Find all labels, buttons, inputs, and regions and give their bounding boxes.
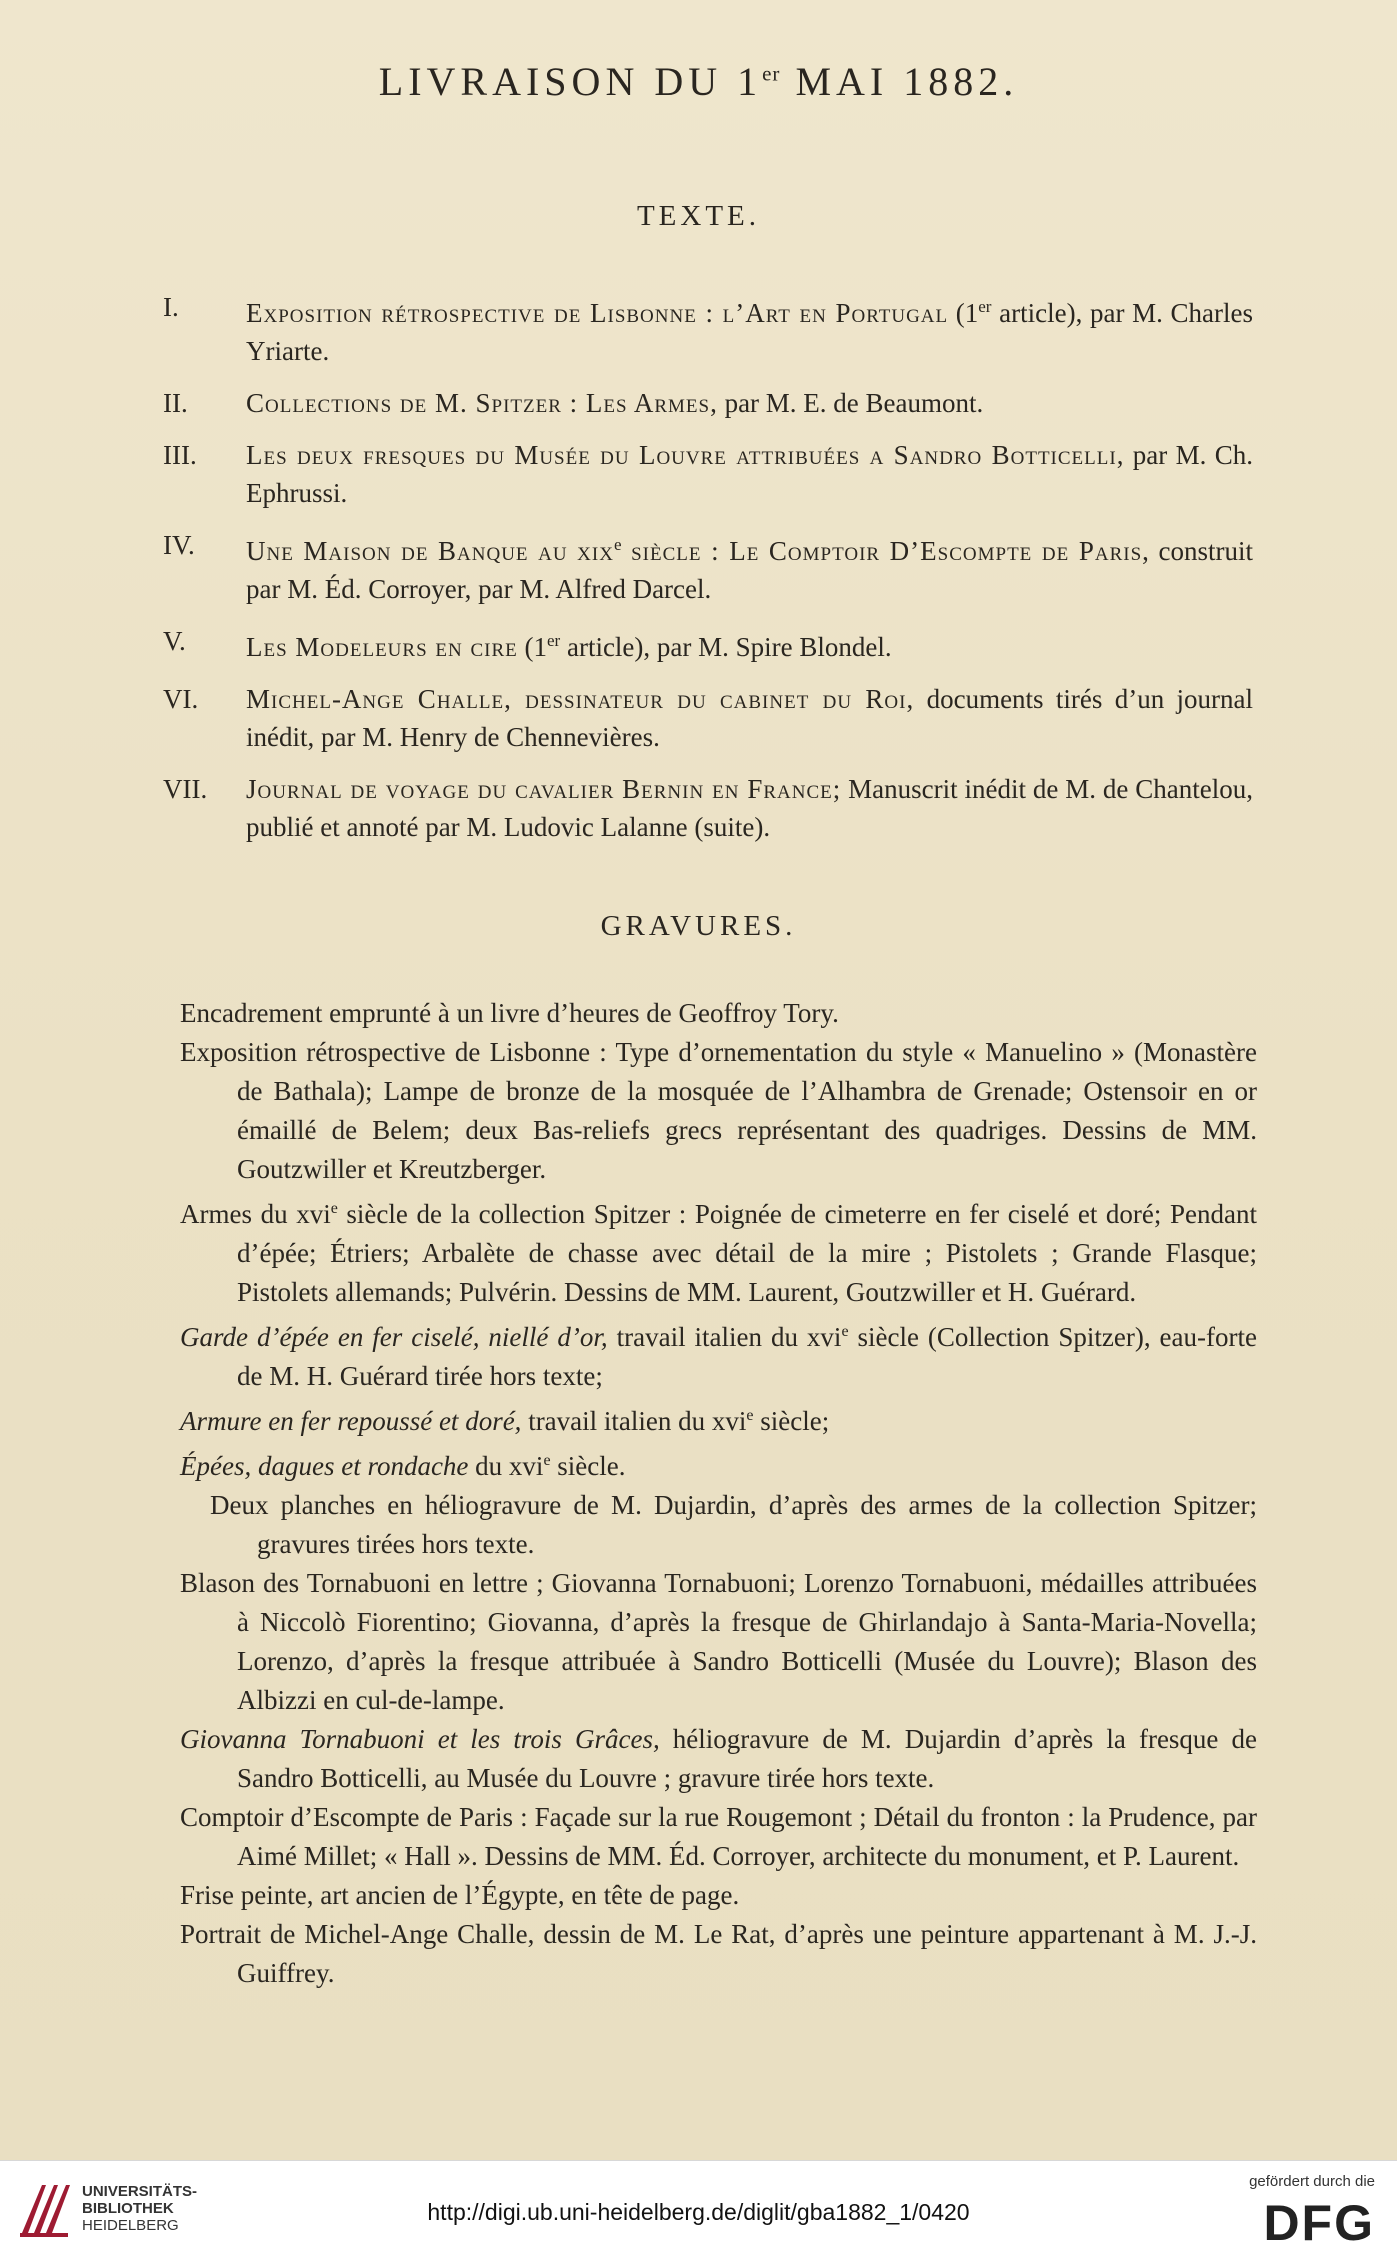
gravure-item: Portrait de Michel-Ange Challe, dessin de M. Le Rat, d’après une peinture appartenant à M. J.-J. Guiffrey. <box>180 1919 1257 1988</box>
funder-caption: gefördert durch die <box>1249 2173 1375 2190</box>
gravures-list <box>180 994 1257 1993</box>
gravure-item: Garde d’épée en fer ciselé, niellé d’or, travail italien du xvi$^e$ siècle (Collection Spitzer), eau-forte de M. H. Guérard tirée hors texte; <box>180 1322 1257 1391</box>
texte-heading: TEXTE. <box>636 200 761 232</box>
footer-bar <box>0 2160 1397 2262</box>
gravure-item: Comptoir d’Escompte de Paris : Façade sur la rue Rougemont ; Détail du fronton : la Prudence, par Aimé Millet; « Hall ». Dessins de MM. Éd. Corroyer, architecte du monument, et P. Laurent. <box>180 1802 1257 1871</box>
toc-item: V. Les Modeleurs en cire (1er article), par M. Spire Blondel. <box>163 626 892 662</box>
gravure-item: Encadrement emprunté à un livre d’heures de Geoffroy Tory. <box>180 998 839 1028</box>
gravure-item: Frise peinte, art ancien de l’Égypte, en tête de page. <box>180 1880 740 1910</box>
toc-item: I. Exposition rétrospective de Lisbonne : l’Art en Portugal (1er article), par M. Charles Yriarte. <box>163 292 1253 366</box>
gravure-item: Giovanna Tornabuoni et les trois Grâces, héliogravure de M. Dujardin d’après la fresque de Sandro Botticelli, au Musée du Louvre ; gravure tirée hors texte. <box>180 1724 1257 1793</box>
gravure-item: Blason des Tornabuoni en lettre ; Giovanna Tornabuoni; Lorenzo Tornabuoni, médailles attribuées à Niccolò Fiorentino; Giovanna, d’après la fresque de Ghirlandajo à Santa-Maria-Novella; Lorenzo, d’après la fresque attribuée à Sandro Botticelli (Musée du Louvre); Blason des Albizzi en cul-de-lampe. <box>180 1568 1257 1715</box>
library-name: UNIVERSITÄTS- BIBLIOTHEK HEIDELBERG <box>82 2183 198 2234</box>
toc-item: VI. Michel-Ange Challe, dessinateur du cabinet du Roi, documents tirés d’un journal inédit, par M. Henry de Chennevières. <box>163 684 1254 752</box>
toc-item: II. Collections de M. Spitzer : Les Armes, par M. E. de Beaumont. <box>163 388 984 418</box>
gravure-item: Deux planches en héliogravure de M. Dujardin, d’après des armes de la collection Spitzer; gravures tirées hors texte. <box>210 1490 1257 1559</box>
toc-item: IV. Une Maison de Banque au xix$^e$ siècle : Le Comptoir D’Escompte de Paris, construit par M. Éd. Corroyer, par M. Alfred Darcel. <box>163 530 1253 604</box>
gravure-item: Armure en fer repoussé et doré, travail italien du xvi$^e$ siècle; <box>180 1406 830 1436</box>
texte-list <box>163 288 1253 860</box>
gravure-item: Épées, dagues et rondache du xvi$^e$ siècle. <box>180 1451 626 1481</box>
toc-item: III. Les deux fresques du Musée du Louvre attribuées a Sandro Botticelli, par M. Ch. Ephrussi. <box>163 440 1254 508</box>
page-title: LIVRAISON DU 1er MAI 1882. <box>378 59 1019 104</box>
toc-item: VII. Journal de voyage du cavalier Bernin en France; Manuscrit inédit de M. de Chantelou, publié et annoté par M. Ludovic Lalanne (suite). <box>163 774 1253 842</box>
source-url-link[interactable]: http://digi.ub.uni-heidelberg.de/diglit/gba1882_1/0420 <box>427 2199 970 2225</box>
gravure-item: Armes du xvi$^e$ siècle de la collection Spitzer : Poignée de cimeterre en fer ciselé et doré; Pendant d’épée; Étriers; Arbalète de chasse avec détail de la mire ; Pistolets ; Grande Flasque; Pistolets allemands; Pulvérin. Dessins de MM. Laurent, Goutzwiller et H. Guérard. <box>180 1199 1258 1307</box>
gravures-heading: GRAVURES. <box>600 910 797 942</box>
dfg-logo: DFG <box>1263 2195 1375 2251</box>
gravure-item: Exposition rétrospective de Lisbonne : Type d’ornementation du style « Manuelino » (Monastère de Bathala); Lampe de bronze de la mosquée de l’Alhambra de Grenade; Ostensoir en or émaillé de Belem; deux Bas-reliefs grecs représentant des quadriges. Dessins de MM. Goutzwiller et Kreutzberger. <box>180 1037 1257 1184</box>
